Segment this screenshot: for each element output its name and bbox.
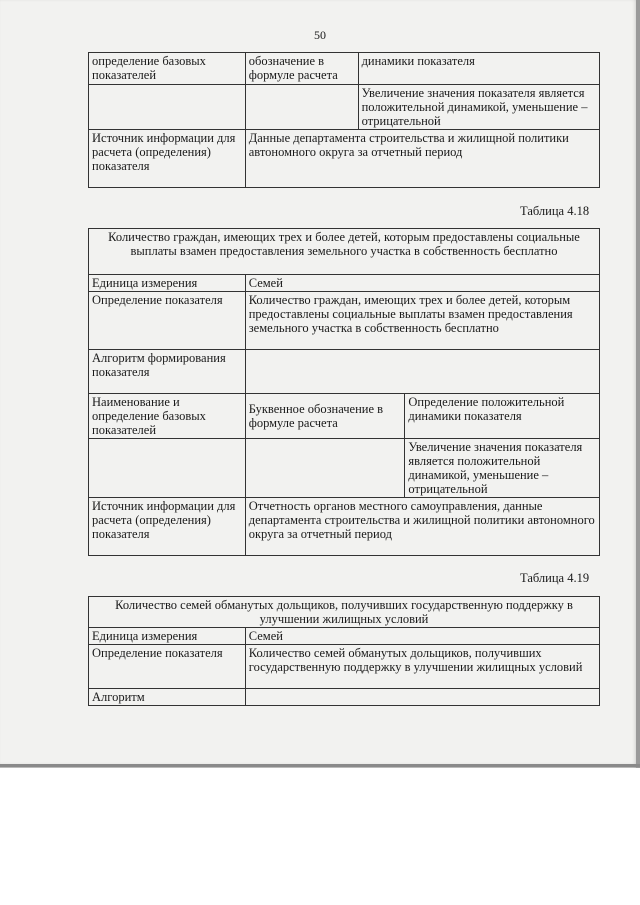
table-cell — [245, 439, 405, 498]
table-continued — [88, 52, 600, 188]
definition-label: Определение показателя — [89, 292, 246, 350]
definition-label: Определение показателя — [89, 645, 246, 689]
table-cell — [245, 85, 358, 130]
definition-value: Количество граждан, имеющих трех и более детей, которым предоставлены социальные выплаты взамен предоставления земельного участка в собственность бесплатно — [245, 292, 599, 350]
table-title: Количество семей обманутых дольщиков, получивших государственную поддержку в улучшении жилищных условий — [89, 597, 600, 628]
table-row — [89, 689, 600, 706]
table-row — [89, 53, 600, 85]
unit-label: Единица измерения — [89, 628, 246, 645]
table-cell: Увеличение значения показателя является положительной динамикой, уменьшение – отрицательной — [358, 85, 599, 130]
table-row — [89, 292, 600, 350]
table-title: Количество граждан, имеющих трех и более детей, которым предоставлены социальные выплаты взамен предоставления земельного участка в собственность бесплатно — [89, 229, 600, 275]
source-value: Данные департамента строительства и жилищной политики автономного округа за отчетный период — [245, 130, 599, 188]
table-cell — [89, 439, 246, 498]
letter-label: Буквенное обозначение в формуле расчета — [245, 394, 405, 439]
table-row — [89, 394, 600, 439]
algorithm-value — [245, 350, 599, 394]
table-row — [89, 628, 600, 645]
table-row — [89, 645, 600, 689]
table-row — [89, 350, 600, 394]
page-bottom-edge — [0, 764, 640, 767]
unit-label: Единица измерения — [89, 275, 246, 292]
page-right-edge — [636, 0, 640, 768]
table-caption: Таблица 4.19 — [520, 571, 590, 585]
table-cell: обозначение в формуле расчета — [245, 53, 358, 85]
table-cell — [89, 85, 246, 130]
table-row — [89, 85, 600, 130]
base-label: Наименование и определение базовых показателей — [89, 394, 246, 439]
dynamics-label: Определение положительной динамики показателя — [405, 394, 600, 439]
algorithm-label: Алгоритм — [89, 689, 246, 706]
table-row — [89, 130, 600, 188]
table-row — [89, 229, 600, 275]
table-4-18 — [88, 228, 600, 556]
table-cell: динамики показателя — [358, 53, 599, 85]
dynamics-value: Увеличение значения показателя является положительной динамикой, уменьшение – отрицательной — [405, 439, 600, 498]
table-4-19 — [88, 596, 600, 706]
algorithm-label: Алгоритм формирования показателя — [89, 350, 246, 394]
unit-value: Семей — [245, 628, 599, 645]
definition-value: Количество семей обманутых дольщиков, получивших государственную поддержку в улучшении жилищных условий — [245, 645, 599, 689]
algorithm-value — [245, 689, 599, 706]
table-caption: Таблица 4.18 — [520, 204, 590, 218]
table-row — [89, 439, 600, 498]
page-number: 50 — [314, 28, 326, 42]
source-label: Источник информации для расчета (определения) показателя — [89, 498, 246, 556]
table-cell: определение базовых показателей — [89, 53, 246, 85]
table-row — [89, 597, 600, 628]
source-value: Отчетность органов местного самоуправления, данные департамента строительства и жилищной политики автономного округа за отчетный период — [245, 498, 599, 556]
table-row — [89, 275, 600, 292]
source-label: Источник информации для расчета (определения) показателя — [89, 130, 246, 188]
table-row — [89, 498, 600, 556]
unit-value: Семей — [245, 275, 599, 292]
